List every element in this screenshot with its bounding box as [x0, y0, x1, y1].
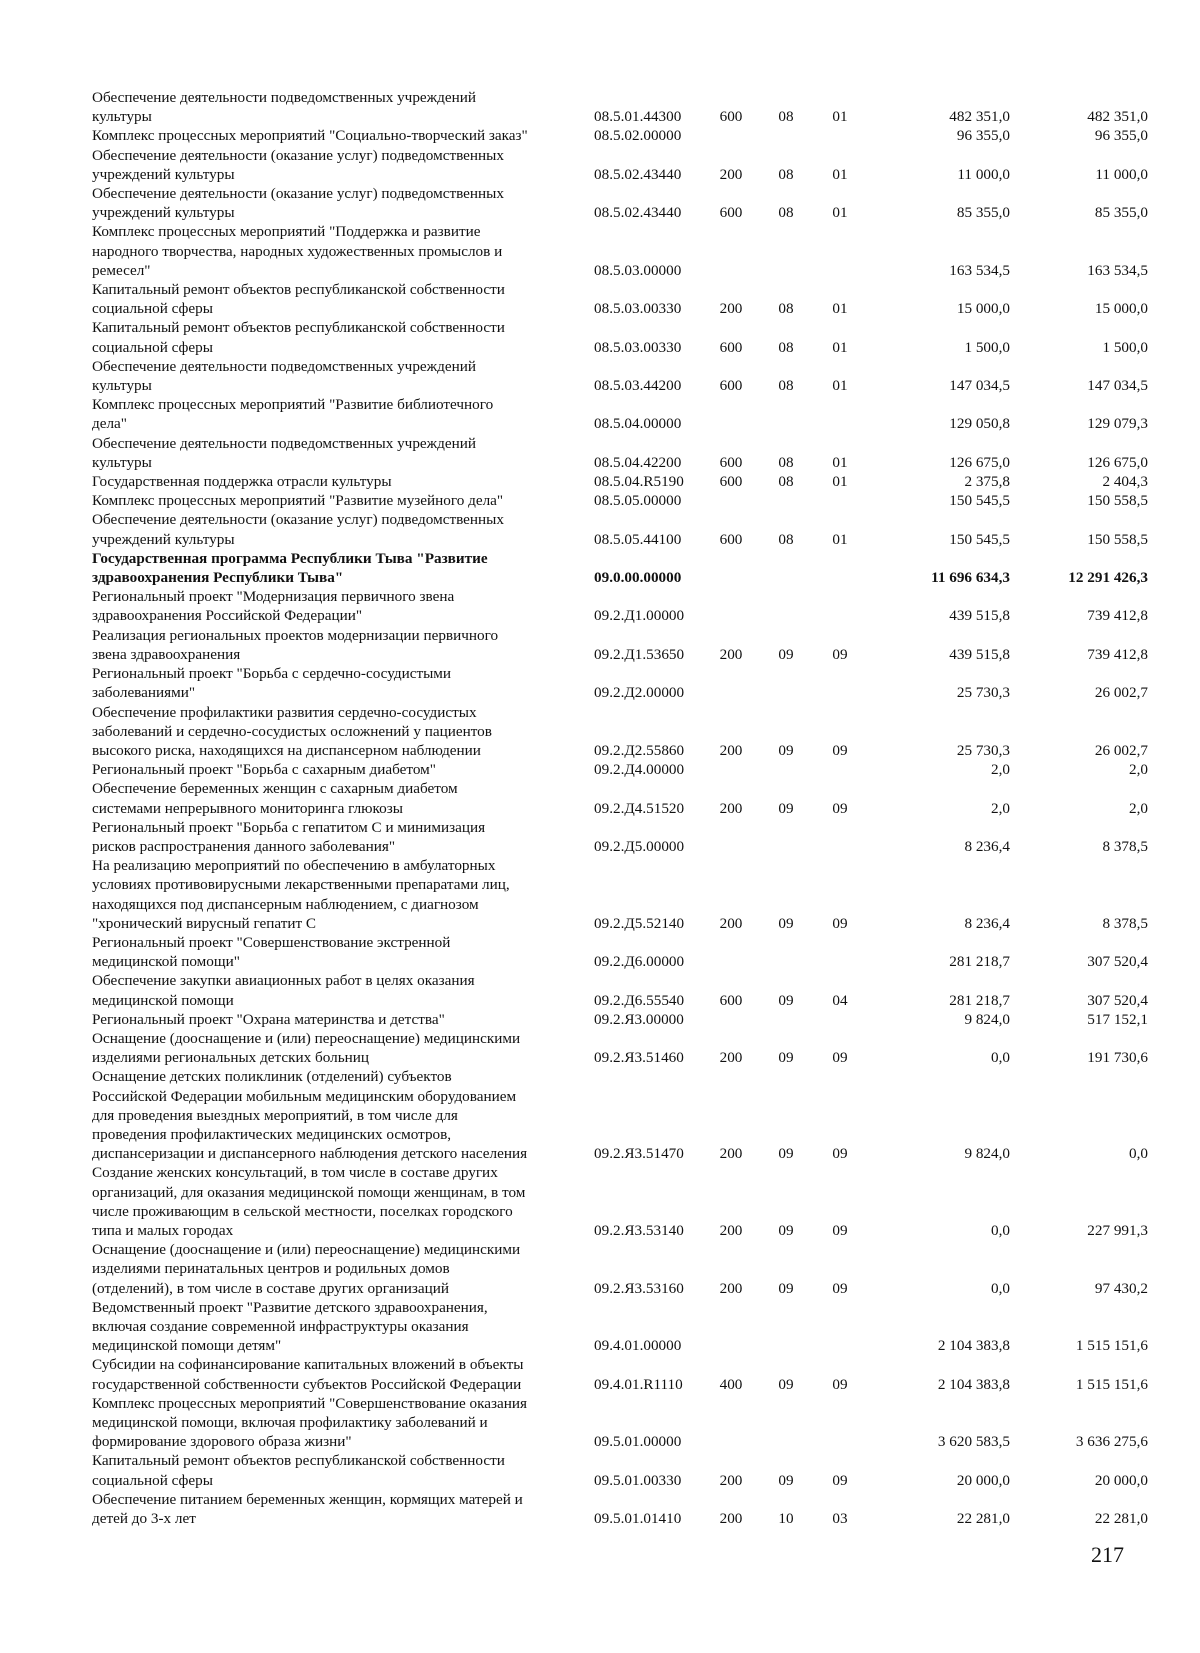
- table-row: [92, 549, 1154, 587]
- row-section: 09: [778, 914, 794, 932]
- row-amount-year-2: 97 430,2: [1094, 1279, 1148, 1297]
- row-section: [756, 818, 816, 856]
- row-amount-year-2: 1 515 151,6: [1075, 1337, 1148, 1355]
- row-code: 08.5.04.R5190: [594, 473, 684, 491]
- row-name: Региональный проект "Совершенствование экстренной медицинской помощи": [92, 933, 451, 971]
- row-code: 09.2.Я3.53160: [594, 1279, 684, 1297]
- row-name: Обеспечение деятельности подведомственных учреждений культуры: [92, 357, 476, 395]
- row-name: Государственная поддержка отрасли культуры: [92, 473, 392, 491]
- row-expense-type: [706, 587, 756, 625]
- row-amount-year-1: 9 824,0: [964, 1145, 1010, 1163]
- row-amount-year-2: 2,0: [1129, 761, 1148, 779]
- row-section: 08: [778, 108, 794, 126]
- row-code: 09.2.Д4.00000: [594, 761, 685, 779]
- row-amount-year-2: 739 412,8: [1087, 645, 1148, 663]
- row-subsection: 01: [832, 338, 848, 356]
- row-subsection: [816, 222, 864, 280]
- row-section: 09: [778, 1145, 794, 1163]
- row-expense-type: [706, 549, 756, 587]
- row-code: 09.2.Д5.00000: [594, 837, 685, 855]
- row-code: 08.5.02.00000: [594, 127, 682, 145]
- row-amount-year-2: 8 378,5: [1102, 914, 1148, 932]
- row-expense-type: [706, 1394, 756, 1452]
- row-amount-year-1: 22 281,0: [956, 1510, 1010, 1528]
- row-code: 08.5.03.00330: [594, 338, 682, 356]
- row-amount-year-2: 482 351,0: [1087, 108, 1148, 126]
- row-code: 08.5.03.00330: [594, 300, 682, 318]
- row-name: Региональный проект "Борьба с сердечно-сосудистыми заболеваниями": [92, 665, 452, 702]
- row-expense-type: 400: [719, 1375, 743, 1393]
- row-code: 08.5.04.42200: [594, 453, 682, 471]
- row-code: 09.2.Д4.51520: [594, 799, 685, 817]
- row-amount-year-1: 126 675,0: [949, 453, 1010, 471]
- row-amount-year-1: 163 534,5: [949, 261, 1010, 279]
- row-amount-year-1: 1 500,0: [964, 338, 1010, 356]
- row-expense-type: 200: [719, 300, 743, 318]
- row-expense-type: [706, 491, 756, 510]
- row-code: 09.5.01.01410: [594, 1510, 682, 1528]
- table-row: [92, 510, 1154, 548]
- row-subsection: [816, 395, 864, 433]
- row-expense-type: 600: [719, 108, 743, 126]
- table-row: [92, 357, 1154, 395]
- row-name: Обеспечение закупки авиационных работ в целях оказания медицинской помощи: [92, 972, 475, 1009]
- row-name: Комплекс процессных мероприятий "Социально-творческий заказ": [92, 127, 528, 145]
- row-section: 09: [778, 1049, 794, 1067]
- row-amount-year-2: 3 636 275,6: [1075, 1433, 1148, 1451]
- row-expense-type: [706, 126, 756, 145]
- page-number: 217: [1091, 1542, 1124, 1567]
- row-expense-type: 600: [719, 377, 743, 395]
- row-code: 08.5.05.44100: [594, 530, 682, 548]
- table-row: [92, 971, 1154, 1009]
- table-row: [92, 88, 1154, 126]
- table-row: [92, 703, 1154, 761]
- table-row: [92, 933, 1154, 971]
- row-expense-type: [706, 1010, 756, 1029]
- row-name: Обеспечение деятельности подведомственных учреждений культуры: [92, 434, 476, 471]
- row-subsection: [816, 491, 864, 510]
- row-code: 08.5.02.43440: [594, 204, 682, 222]
- row-amount-year-1: 8 236,4: [964, 914, 1010, 932]
- row-section: 09: [778, 1471, 794, 1489]
- row-subsection: 03: [832, 1510, 848, 1528]
- row-amount-year-1: 11 000,0: [957, 165, 1010, 183]
- row-code: 08.5.03.00000: [594, 261, 682, 279]
- row-amount-year-2: 85 355,0: [1094, 204, 1148, 222]
- row-expense-type: [706, 395, 756, 433]
- row-expense-type: [706, 664, 756, 702]
- row-subsection: [816, 818, 864, 856]
- row-amount-year-1: 2 375,8: [964, 473, 1010, 491]
- row-name: Обеспечение деятельности подведомственных учреждений культуры: [92, 89, 476, 126]
- row-subsection: [816, 664, 864, 702]
- row-name: Создание женских консультаций, в том числе в составе других организаций, для оказания медицинской помощи женщинам, в том числе проживающим в сельской местности, поселках городского типа и малых городах: [92, 1164, 526, 1239]
- row-name: Комплекс процессных мероприятий "Развитие библиотечного дела": [92, 396, 494, 433]
- row-subsection: 01: [832, 377, 848, 395]
- row-amount-year-2: 191 730,6: [1087, 1049, 1148, 1067]
- row-amount-year-1: 0,0: [991, 1279, 1010, 1297]
- row-amount-year-1: 129 050,8: [949, 415, 1010, 433]
- row-name: На реализацию мероприятий по обеспечению в амбулаторных условиях противовирусными лекарственными препаратами лиц, находящихся под диспансерным наблюдением, с диагнозом "хронический вирусный гепатит С: [92, 857, 510, 932]
- row-amount-year-1: 439 515,8: [949, 607, 1010, 625]
- row-subsection: 01: [832, 473, 848, 491]
- row-subsection: 09: [832, 799, 848, 817]
- row-section: 09: [778, 1279, 794, 1297]
- table-row: [92, 318, 1154, 356]
- table-row: [92, 1355, 1154, 1393]
- row-section: [756, 760, 816, 779]
- row-amount-year-2: 126 675,0: [1087, 453, 1148, 471]
- table-row: [92, 184, 1154, 222]
- row-name: Региональный проект "Охрана материнства и детства": [92, 1010, 445, 1028]
- row-amount-year-1: 0,0: [991, 1049, 1010, 1067]
- row-amount-year-2: 129 079,3: [1087, 415, 1148, 433]
- row-section: 09: [778, 991, 794, 1009]
- row-section: [756, 664, 816, 702]
- row-amount-year-2: 739 412,8: [1087, 607, 1148, 625]
- row-expense-type: 200: [719, 914, 743, 932]
- row-subsection: 09: [832, 1221, 848, 1239]
- table-row: [92, 779, 1154, 817]
- row-name: Государственная программа Республики Тыва "Развитие здравоохранения Республики Тыва": [92, 549, 488, 587]
- row-name: Оснащение (дооснащение и (или) переоснащение) медицинскими изделиями региональных детских больниц: [92, 1029, 521, 1067]
- row-section: 08: [778, 473, 794, 491]
- table-row: [92, 760, 1154, 779]
- row-code: 09.0.00.00000: [594, 569, 682, 587]
- row-amount-year-1: 281 218,7: [949, 991, 1010, 1009]
- table-row: [92, 1029, 1154, 1067]
- row-expense-type: 600: [719, 204, 743, 222]
- row-section: [756, 395, 816, 433]
- table-row: [92, 1240, 1154, 1298]
- row-amount-year-1: 3 620 583,5: [937, 1433, 1010, 1451]
- row-section: 08: [778, 300, 794, 318]
- row-subsection: 04: [832, 991, 848, 1009]
- row-subsection: [816, 1010, 864, 1029]
- row-section: 10: [778, 1510, 794, 1528]
- row-amount-year-1: 150 545,5: [949, 530, 1010, 548]
- row-subsection: 09: [832, 914, 848, 932]
- row-amount-year-1: 2 104 383,8: [937, 1337, 1010, 1355]
- row-section: [756, 549, 816, 587]
- row-name: Комплекс процессных мероприятий "Развитие музейного дела": [92, 492, 504, 510]
- row-subsection: 09: [832, 1279, 848, 1297]
- row-amount-year-2: 307 520,4: [1087, 953, 1148, 971]
- row-expense-type: 200: [719, 799, 743, 817]
- row-code: 09.2.Д6.55540: [594, 991, 685, 1009]
- row-expense-type: 200: [719, 1510, 743, 1528]
- row-name: Ведомственный проект "Развитие детского здравоохранения, включая создание современной инфраструктуры оказания медицинской помощи детям": [92, 1298, 488, 1355]
- row-amount-year-2: 147 034,5: [1087, 377, 1148, 395]
- row-expense-type: [706, 760, 756, 779]
- table-row: [92, 126, 1154, 145]
- row-expense-type: 600: [719, 991, 743, 1009]
- row-amount-year-1: 482 351,0: [949, 108, 1010, 126]
- row-name: Оснащение детских поликлиник (отделений) субъектов Российской Федерации мобильным медицинским оборудованием для проведения выездных мероприятий, в том числе для проведения профилактических медицинских осмотров, диспансеризации и диспансерного наблюдения детского населения: [92, 1068, 528, 1163]
- table-row: [92, 626, 1154, 664]
- row-code: 08.5.05.00000: [594, 492, 682, 510]
- table-row: [92, 146, 1154, 184]
- row-subsection: 09: [832, 1049, 848, 1067]
- row-section: 08: [778, 530, 794, 548]
- row-code: 09.2.Д5.52140: [594, 914, 685, 932]
- row-section: [756, 1010, 816, 1029]
- row-expense-type: 600: [719, 530, 743, 548]
- row-section: 08: [778, 338, 794, 356]
- row-expense-type: 200: [719, 1145, 743, 1163]
- table-row: [92, 280, 1154, 318]
- row-amount-year-1: 281 218,7: [949, 953, 1010, 971]
- row-amount-year-2: 2 404,3: [1102, 473, 1148, 491]
- row-name: Капитальный ремонт объектов республиканской собственности социальной сферы: [92, 1452, 505, 1489]
- row-name: Обеспечение питанием беременных женщин, кормящих матерей и детей до 3-х лет: [92, 1490, 523, 1528]
- row-section: 08: [778, 165, 794, 183]
- row-amount-year-2: 227 991,3: [1087, 1221, 1148, 1239]
- row-section: [756, 587, 816, 625]
- table-row: [92, 395, 1154, 433]
- row-amount-year-1: 15 000,0: [956, 300, 1010, 318]
- row-amount-year-2: 20 000,0: [1094, 1471, 1148, 1489]
- row-amount-year-2: 150 558,5: [1087, 530, 1148, 548]
- row-amount-year-1: 2,0: [991, 799, 1010, 817]
- row-amount-year-1: 150 545,5: [949, 492, 1010, 510]
- row-amount-year-1: 9 824,0: [964, 1010, 1010, 1028]
- row-code: 09.2.Д1.53650: [594, 645, 685, 663]
- row-name: Реализация региональных проектов модернизации первичного звена здравоохранения: [92, 626, 499, 663]
- row-name: Комплекс процессных мероприятий "Совершенствование оказания медицинской помощи, включая профилактику заболеваний и формирование здорового образа жизни": [92, 1394, 528, 1451]
- row-section: 08: [778, 204, 794, 222]
- row-code: 08.5.01.44300: [594, 108, 682, 126]
- row-amount-year-2: 163 534,5: [1087, 261, 1148, 279]
- table-row: [92, 434, 1154, 472]
- row-subsection: 01: [832, 453, 848, 471]
- row-amount-year-2: 8 378,5: [1102, 837, 1148, 855]
- row-amount-year-2: 307 520,4: [1087, 991, 1148, 1009]
- row-subsection: [816, 587, 864, 625]
- row-amount-year-2: 517 152,1: [1087, 1010, 1148, 1028]
- row-expense-type: 200: [719, 165, 743, 183]
- table-row: [92, 856, 1154, 933]
- row-expense-type: [706, 933, 756, 971]
- row-name: Обеспечение деятельности (оказание услуг) подведомственных учреждений культуры: [92, 185, 504, 222]
- row-name: Обеспечение деятельности (оказание услуг) подведомственных учреждений культуры: [92, 146, 504, 183]
- row-amount-year-2: 12 291 426,3: [1068, 569, 1148, 587]
- row-name: Региональный проект "Борьба с гепатитом С и минимизация рисков распространения данного заболевания": [92, 818, 486, 855]
- row-code: 09.2.Я3.00000: [594, 1010, 684, 1028]
- row-amount-year-2: 96 355,0: [1094, 127, 1148, 145]
- row-name: Субсидии на софинансирование капитальных вложений в объекты государственной собственности субъектов Российской Федерации: [92, 1356, 524, 1393]
- row-code: 09.2.Я3.53140: [594, 1221, 684, 1239]
- row-section: [756, 933, 816, 971]
- row-amount-year-1: 0,0: [991, 1221, 1010, 1239]
- row-name: Обеспечение профилактики развития сердечно-сосудистых заболеваний и сердечно-сосудистых осложнений у пациентов высокого риска, находящихся на диспансерном наблюдении: [92, 703, 492, 759]
- row-expense-type: 200: [719, 1221, 743, 1239]
- row-section: 09: [778, 1221, 794, 1239]
- row-name: Обеспечение деятельности (оказание услуг) подведомственных учреждений культуры: [92, 511, 504, 548]
- row-name: Обеспечение беременных женщин с сахарным диабетом системами непрерывного мониторинга глюкозы: [92, 780, 458, 817]
- row-code: 08.5.04.00000: [594, 415, 682, 433]
- row-code: 09.2.Я3.51460: [594, 1049, 684, 1067]
- row-code: 09.5.01.00330: [594, 1471, 682, 1489]
- row-subsection: [816, 126, 864, 145]
- table-row: [92, 1394, 1154, 1452]
- row-subsection: [816, 549, 864, 587]
- row-code: 09.2.Я3.51470: [594, 1145, 684, 1163]
- row-code: 09.4.01.R1110: [594, 1375, 683, 1393]
- row-amount-year-1: 2,0: [991, 761, 1010, 779]
- row-subsection: 01: [832, 300, 848, 318]
- row-expense-type: 600: [719, 453, 743, 471]
- table-row: [92, 587, 1154, 625]
- row-subsection: [816, 760, 864, 779]
- row-code: 09.2.Д2.00000: [594, 684, 685, 702]
- row-name: Региональный проект "Модернизация первичного звена здравоохранения Российской Федерации": [92, 588, 455, 625]
- row-amount-year-2: 2,0: [1129, 799, 1148, 817]
- row-subsection: [816, 1298, 864, 1356]
- row-subsection: 01: [832, 108, 848, 126]
- row-expense-type: 200: [719, 1049, 743, 1067]
- row-code: 09.5.01.00000: [594, 1433, 682, 1451]
- row-subsection: [816, 933, 864, 971]
- row-subsection: 09: [832, 1375, 848, 1393]
- row-name: Оснащение (дооснащение и (или) переоснащение) медицинскими изделиями перинатальных центров и родильных домов (отделений), в том числе в составе других организаций: [92, 1241, 521, 1297]
- row-subsection: 01: [832, 204, 848, 222]
- budget-table-body: [92, 88, 1154, 1528]
- row-amount-year-1: 2 104 383,8: [937, 1375, 1010, 1393]
- row-expense-type: [706, 222, 756, 280]
- row-amount-year-1: 8 236,4: [964, 837, 1010, 855]
- row-expense-type: 600: [719, 338, 743, 356]
- row-code: 08.5.03.44200: [594, 377, 682, 395]
- row-subsection: [816, 1394, 864, 1452]
- table-row: [92, 818, 1154, 856]
- row-amount-year-2: 26 002,7: [1094, 741, 1148, 759]
- row-amount-year-2: 22 281,0: [1094, 1510, 1148, 1528]
- table-row: [92, 664, 1154, 702]
- row-amount-year-1: 11 696 634,3: [931, 569, 1010, 587]
- row-section: [756, 491, 816, 510]
- table-row: [92, 1163, 1154, 1240]
- row-subsection: 01: [832, 530, 848, 548]
- row-section: 09: [778, 799, 794, 817]
- row-amount-year-1: 147 034,5: [949, 377, 1010, 395]
- row-subsection: 01: [832, 165, 848, 183]
- row-section: [756, 1394, 816, 1452]
- table-row: [92, 222, 1154, 280]
- row-amount-year-1: 25 730,3: [956, 741, 1010, 759]
- row-name: Капитальный ремонт объектов республиканской собственности социальной сферы: [92, 281, 505, 318]
- row-amount-year-1: 96 355,0: [956, 127, 1010, 145]
- row-section: [756, 1298, 816, 1356]
- row-amount-year-1: 439 515,8: [949, 645, 1010, 663]
- row-expense-type: 600: [719, 473, 743, 491]
- row-expense-type: 200: [719, 741, 743, 759]
- table-row: [92, 472, 1154, 491]
- row-expense-type: 200: [719, 1471, 743, 1489]
- row-amount-year-2: 11 000,0: [1095, 165, 1148, 183]
- row-code: 09.2.Д1.00000: [594, 607, 685, 625]
- row-section: 08: [778, 377, 794, 395]
- row-amount-year-1: 25 730,3: [956, 684, 1010, 702]
- row-amount-year-2: 15 000,0: [1094, 300, 1148, 318]
- row-section: 09: [778, 1375, 794, 1393]
- table-row: [92, 1490, 1154, 1528]
- table-row: [92, 1451, 1154, 1489]
- row-code: 08.5.02.43440: [594, 165, 682, 183]
- table-row: [92, 1067, 1154, 1163]
- row-amount-year-2: 26 002,7: [1094, 684, 1148, 702]
- row-subsection: 09: [832, 645, 848, 663]
- row-expense-type: [706, 818, 756, 856]
- row-subsection: 09: [832, 1471, 848, 1489]
- row-expense-type: [706, 1298, 756, 1356]
- row-name: Комплекс процессных мероприятий "Поддержка и развитие народного творчества, народных художественных промыслов и ремесел": [92, 223, 503, 279]
- row-amount-year-1: 20 000,0: [956, 1471, 1010, 1489]
- row-name: Региональный проект "Борьба с сахарным диабетом": [92, 761, 436, 779]
- row-name: Капитальный ремонт объектов республиканской собственности социальной сферы: [92, 319, 505, 356]
- row-code: 09.2.Д6.00000: [594, 953, 685, 971]
- row-code: 09.4.01.00000: [594, 1337, 682, 1355]
- row-code: 09.2.Д2.55860: [594, 741, 685, 759]
- row-amount-year-1: 85 355,0: [956, 204, 1010, 222]
- row-amount-year-2: 150 558,5: [1087, 492, 1148, 510]
- row-section: [756, 222, 816, 280]
- row-subsection: 09: [832, 1145, 848, 1163]
- budget-table: [92, 88, 1154, 1528]
- row-section: 09: [778, 645, 794, 663]
- row-section: 08: [778, 453, 794, 471]
- row-amount-year-2: 1 515 151,6: [1075, 1375, 1148, 1393]
- row-expense-type: 200: [719, 1279, 743, 1297]
- row-amount-year-2: 0,0: [1129, 1145, 1148, 1163]
- row-expense-type: 200: [719, 645, 743, 663]
- table-row: [92, 491, 1154, 510]
- row-section: 09: [778, 741, 794, 759]
- row-amount-year-2: 1 500,0: [1102, 338, 1148, 356]
- table-row: [92, 1010, 1154, 1029]
- table-row: [92, 1298, 1154, 1356]
- row-subsection: 09: [832, 741, 848, 759]
- row-section: [756, 126, 816, 145]
